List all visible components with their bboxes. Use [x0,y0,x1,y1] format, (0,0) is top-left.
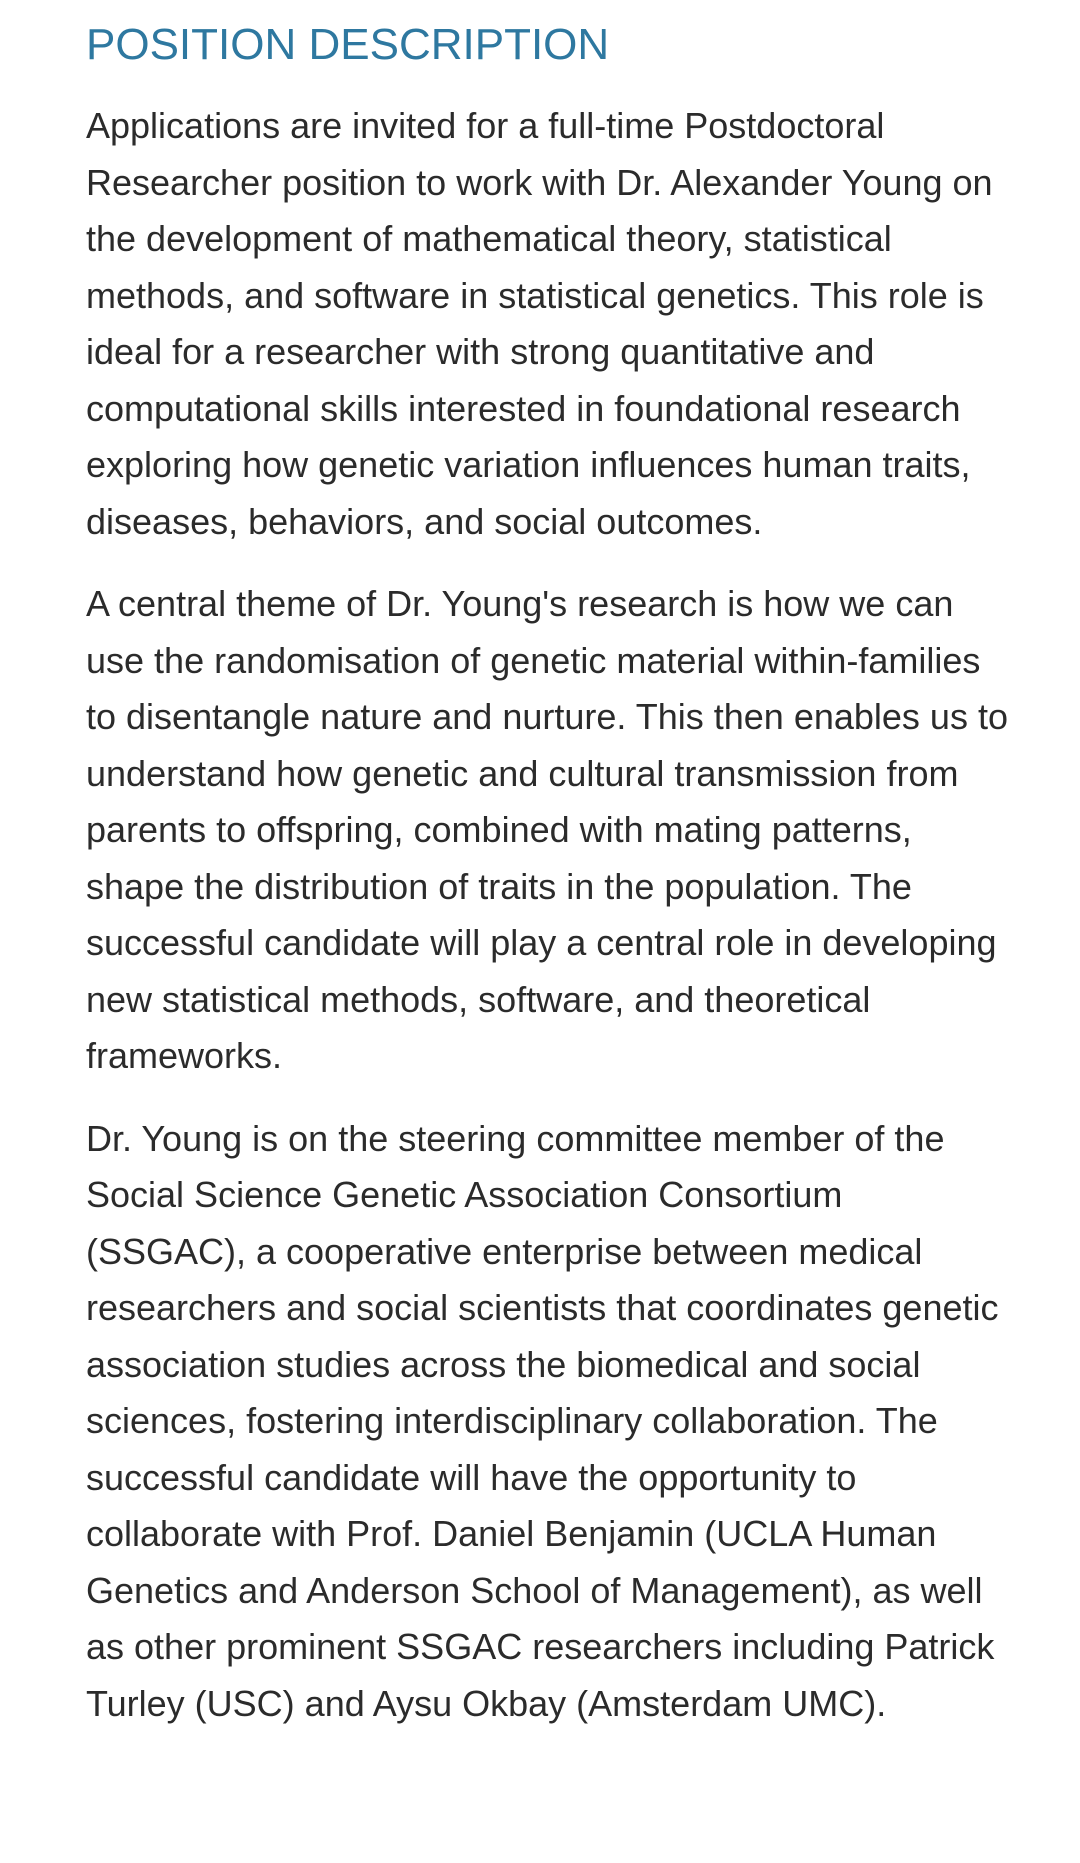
section-heading: POSITION DESCRIPTION [86,20,610,69]
paragraph-research-theme: A central theme of Dr. Young's research is how we can use the randomisation of genetic material within-families to disentangle nature and nurture. This then enables us to understand how genetic and cultural transmission from parents to offspring, combined with mating patterns, shape the distribution of traits in the population. The successful candidate will play a central role in developing new statistical methods, software, and theoretical frameworks. [86,583,1008,1076]
paragraph-intro: Applications are invited for a full-time Postdoctoral Researcher position to work with Dr. Alexander Young on the development of mathematical theory, statistical methods, and software in statistical genetics. This role is ideal for a researcher with strong quantitative and computational skills interested in foundational research exploring how genetic variation influences human traits, diseases, behaviors, and social outcomes. [86,105,993,542]
position-description-section [86,14,1011,1732]
paragraph-collaboration: Dr. Young is on the steering committee member of the Social Science Genetic Association Consortium (SSGAC), a cooperative enterprise between medical researchers and social scientists that coordinates genetic association studies across the biomedical and social sciences, fostering interdisciplinary collaboration. The successful candidate will have the opportunity to collaborate with Prof. Daniel Benjamin (UCLA Human Genetics and Anderson School of Management), as well as other prominent SSGAC researchers including Patrick Turley (USC) and Aysu Okbay (Amsterdam UMC). [86,1117,999,1724]
